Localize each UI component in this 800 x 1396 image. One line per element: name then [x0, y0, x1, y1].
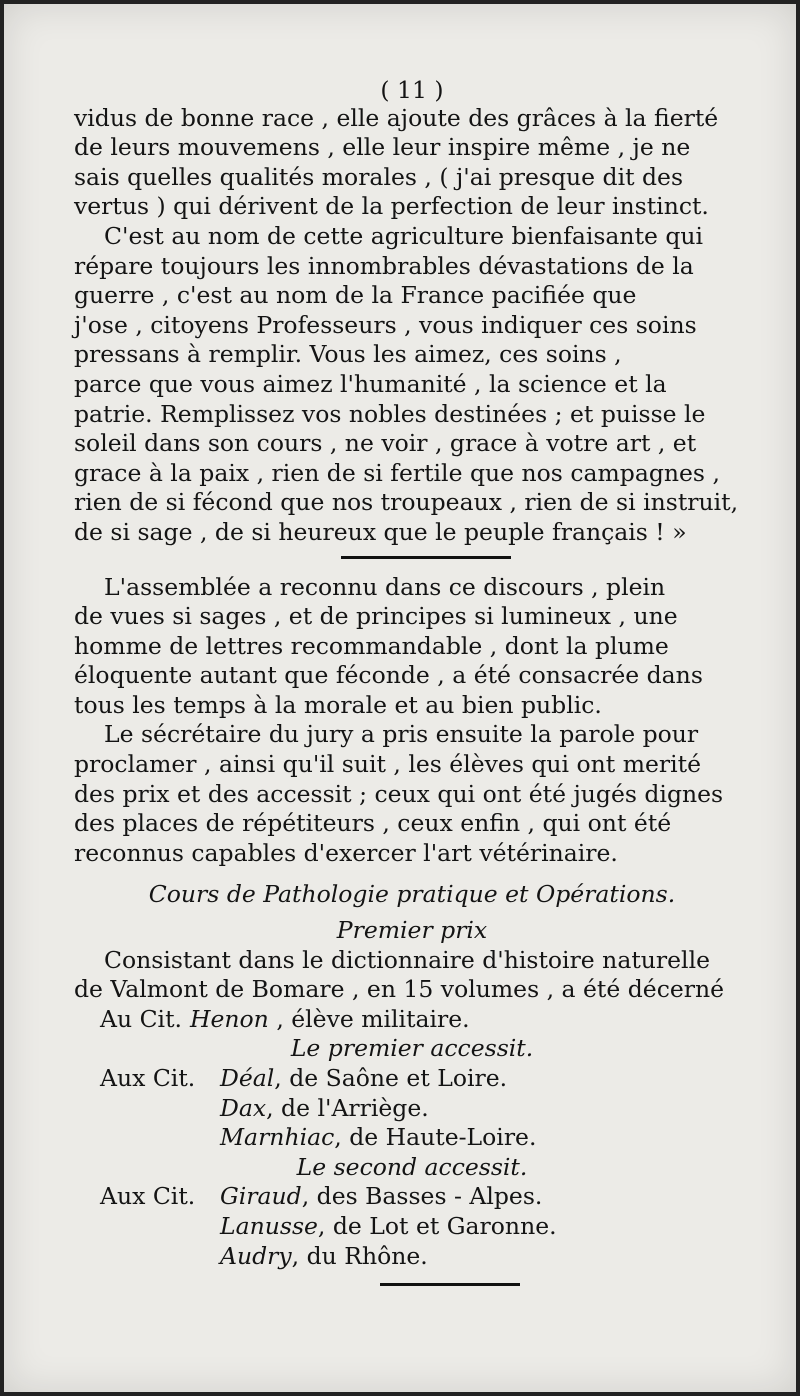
text-line: patrie. Remplissez vos nobles destinées ; et puisse le	[74, 399, 706, 428]
recipient-detail: , élève militaire.	[276, 1004, 470, 1033]
award-lead: Au Cit.	[100, 1004, 182, 1033]
first-accessit-award	[74, 1064, 750, 1153]
text-line: pressans à remplir. Vous les aimez, ces soins ,	[74, 340, 622, 369]
recipient-detail: , de Lot et Garonne.	[317, 1211, 557, 1240]
recipient-row	[220, 1094, 750, 1124]
page-text	[74, 76, 750, 1286]
text-line: des prix et des accessit ; ceux qui ont été jugés dignes	[74, 779, 724, 808]
text-line: proclamer , ainsi qu'il suit , les élèves qui ont merité	[74, 750, 702, 779]
text-line: j'ose , citoyens Professeurs , vous indiquer ces soins	[74, 310, 697, 339]
text-line: grace à la paix , rien de si fertile que nos campagnes ,	[74, 458, 720, 487]
text-line: sais quelles qualités morales , ( j'ai presque dit des	[74, 162, 684, 191]
recipient-name: Audry	[220, 1241, 292, 1270]
text-line: de si sage , de si heureux que le peuple français ! »	[74, 517, 687, 546]
recipient-row	[220, 1182, 750, 1212]
text-line: vidus de bonne race , elle ajoute des grâces à la fierté	[74, 103, 719, 132]
text-line: de vues si sages , et de principes si lumineux , une	[74, 602, 678, 631]
recipient-detail: , de Saône et Loire.	[274, 1064, 508, 1092]
recipient-row	[220, 1242, 750, 1272]
recipient-detail: , du Rhône.	[291, 1241, 428, 1270]
text-line: guerre , c'est au nom de la France pacifiée que	[74, 281, 637, 310]
text-line: C'est au nom de cette agriculture bienfaisante qui	[104, 221, 704, 250]
divider-rule	[380, 1283, 520, 1286]
award-lead: Aux Cit.	[100, 1182, 196, 1211]
first-accessit-title: Le premier accessit.	[290, 1034, 534, 1063]
second-accessit-title: Le second accessit.	[296, 1152, 528, 1181]
text-line: de Valmont de Bomare , en 15 volumes , a été décerné	[74, 975, 725, 1004]
award-lead: Aux Cit.	[100, 1064, 196, 1092]
text-line: parce que vous aimez l'humanité , la science et la	[74, 369, 667, 398]
recipient-name: Lanusse	[220, 1211, 318, 1240]
text-line: L'assemblée a reconnu dans ce discours , plein	[104, 572, 666, 601]
first-prize-description	[74, 946, 750, 1005]
paragraph-2	[74, 222, 750, 548]
recipient-name: Déal	[220, 1064, 275, 1092]
award-recipients	[220, 1064, 750, 1153]
recipient-detail: , de Haute-Loire.	[334, 1123, 537, 1152]
first-prize-title: Premier prix	[336, 916, 488, 945]
divider-rule	[341, 556, 511, 559]
text-line: Le sécrétaire du jury a pris ensuite la parole pour	[104, 720, 699, 749]
recipient-row	[220, 1123, 750, 1153]
paragraph-3	[74, 573, 750, 721]
paragraph-1	[74, 104, 750, 222]
text-line: homme de lettres recommandable , dont la plume	[74, 631, 669, 660]
paragraph-4	[74, 720, 750, 868]
award-recipient	[190, 1005, 470, 1035]
recipient-row	[220, 1212, 750, 1242]
text-line: rien de si fécond que nos troupeaux , rien de si instruit,	[74, 488, 739, 517]
text-line: des places de répétiteurs , ceux enfin , qui ont été	[74, 809, 672, 838]
text-line: tous les temps à la morale et au bien public.	[74, 690, 602, 719]
recipient-detail: , des Basses - Alpes.	[301, 1182, 543, 1211]
second-accessit-award	[74, 1182, 750, 1271]
section-title: Cours de Pathologie pratique et Opérations.	[148, 880, 676, 909]
text-line: soleil dans son cours , ne voir , grace à votre art , et	[74, 429, 697, 458]
recipient-detail: , de l'Arriège.	[266, 1093, 429, 1122]
book-page	[4, 4, 796, 1392]
text-line: reconnus capables d'exercer l'art vétérinaire.	[74, 838, 618, 867]
recipient-name: Dax	[220, 1093, 267, 1122]
text-line: vertus ) qui dérivent de la perfection de leur instinct.	[74, 192, 709, 221]
recipient-name: Giraud	[220, 1182, 302, 1211]
text-line: éloquente autant que féconde , a été consacrée dans	[74, 661, 703, 690]
first-prize-award	[74, 1005, 750, 1035]
recipient-name: Henon	[190, 1004, 269, 1033]
text-line: Consistant dans le dictionnaire d'histoire naturelle	[104, 945, 710, 974]
text-line: répare toujours les innombrables dévastations de la	[74, 251, 694, 280]
text-line: de leurs mouvemens , elle leur inspire même , je ne	[74, 133, 691, 162]
award-recipients	[220, 1182, 750, 1271]
recipient-name: Marnhiac	[220, 1123, 335, 1152]
recipient-row	[220, 1064, 750, 1094]
page-number: ( 11 )	[380, 76, 444, 104]
